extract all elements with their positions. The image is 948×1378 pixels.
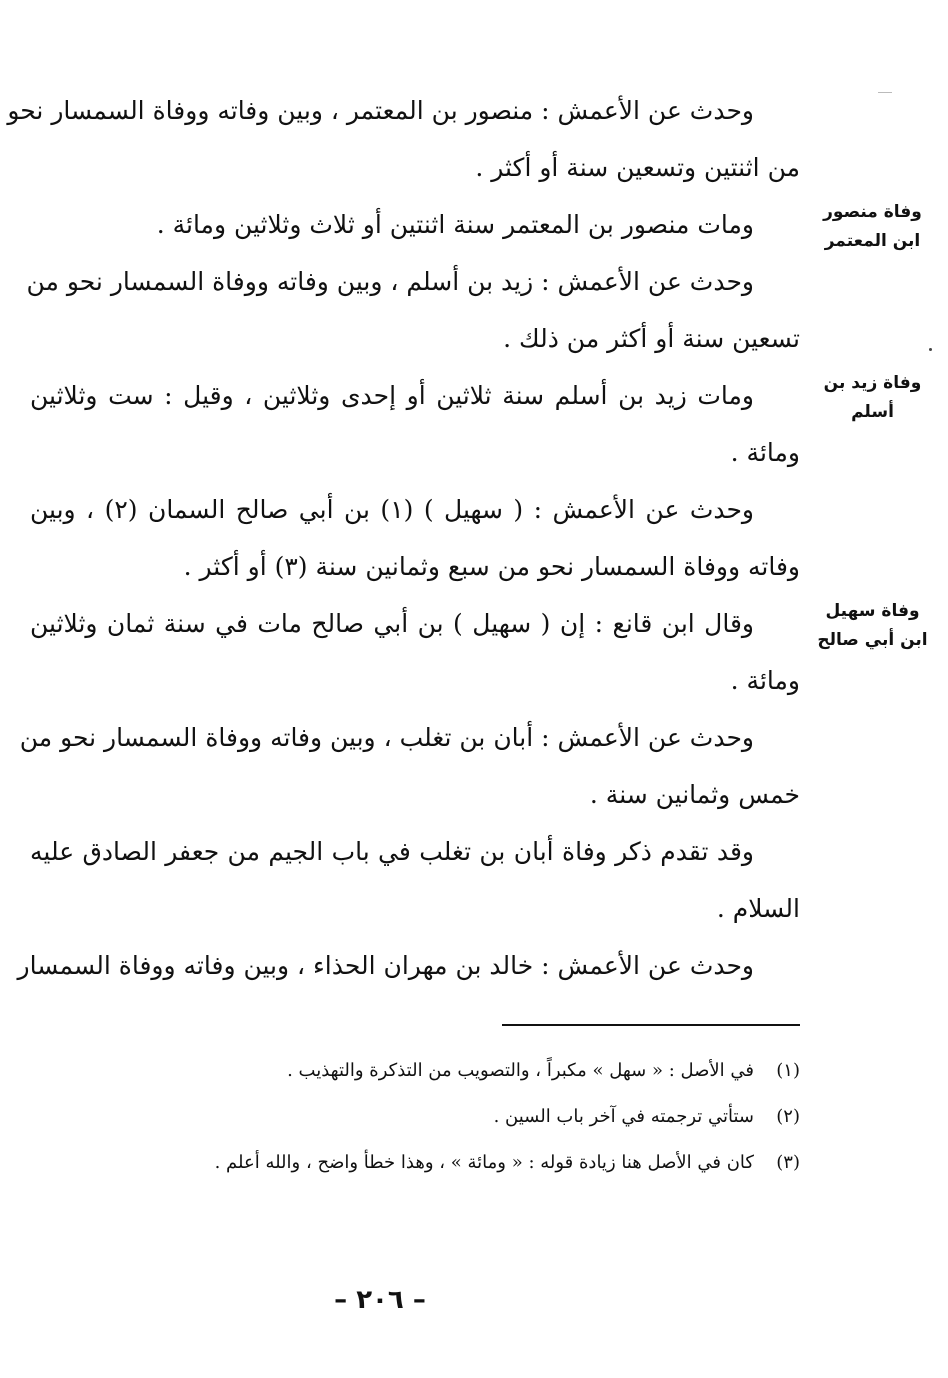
margin-note-line: ابن أبي صالح — [817, 630, 928, 650]
text-line: من اثنتين وتسعين سنة أو أكثر . — [475, 153, 800, 182]
text-line: تسعين سنة أو أكثر من ذلك . — [503, 324, 800, 353]
top-margin-mark — [878, 92, 892, 93]
footnote — [120, 1048, 800, 1094]
footnote-text: في الأصل : « سهل » مكبراً ، والتصويب من التذكرة والتهذيب . — [287, 1060, 754, 1081]
text-line: ومائة . — [730, 438, 800, 467]
text-line: وفاته ووفاة السمسار نحو من سبع وثمانين سنة (٣) أو أكثر . — [183, 552, 800, 581]
footnote-text: ستأتي ترجمته في آخر باب السين . — [493, 1106, 754, 1127]
text-line: ومات زيد بن أسلم سنة ثلاثين أو إحدى وثلاثين ، وقيل : ست وثلاثين — [30, 381, 754, 410]
margin-note-line: أسلم — [851, 402, 894, 422]
margin-note-line: وفاة سهيل — [825, 601, 920, 621]
footnote-number: (٣) — [776, 1152, 800, 1173]
text-line: ومائة . — [730, 666, 800, 695]
text-line: ومات منصور بن المعتمر سنة اثنتين أو ثلاث وثلاثين ومائة . — [156, 210, 754, 239]
text-line: وحدث عن الأعمش : ( سهيل ) (١) بن أبي صالح السمان (٢) ، وبين — [30, 495, 755, 524]
margin-speck — [929, 348, 932, 351]
text-line: وحدث عن الأعمش : خالد بن مهران الحذاء ، وبين وفاته ووفاة السمسار — [17, 951, 754, 980]
text-line: السلام . — [716, 894, 800, 923]
footnote-number: (١) — [776, 1060, 800, 1081]
margin-note — [815, 369, 930, 427]
page-number: – ٢٠٦ – — [334, 1285, 426, 1315]
margin-note — [815, 597, 930, 655]
text-line: وقال ابن قانع : إن ( سهيل ) بن أبي صالح مات في سنة ثمان وثلاثين — [30, 609, 754, 638]
text-line: خمس وثمانين سنة . — [589, 780, 800, 809]
margin-note-line: ابن المعتمر — [824, 231, 921, 251]
main-text-block — [7, 82, 800, 994]
margin-note-line: وفاة زيد بن — [823, 373, 922, 393]
margin-note — [815, 198, 930, 256]
footnote-separator — [502, 1024, 800, 1026]
text-line: وحدث عن الأعمش : أبان بن تغلب ، وبين وفاته ووفاة السمسار نحو من — [19, 723, 754, 752]
text-line: وحدث عن الأعمش : منصور بن المعتمر ، وبين وفاته ووفاة السمسار نحو — [7, 96, 754, 125]
footnote-text: كان في الأصل هنا زيادة قوله : « ومائة » ، وهذا خطأ واضح ، والله أعلم . — [214, 1152, 754, 1173]
footnote-number: (٢) — [776, 1106, 800, 1127]
footnote — [120, 1140, 800, 1186]
margin-note-line: وفاة منصور — [823, 202, 922, 222]
footnotes-block — [120, 1048, 800, 1186]
footnote — [120, 1094, 800, 1140]
text-line: وقد تقدم ذكر وفاة أبان بن تغلب في باب الجيم من جعفر الصادق عليه — [30, 837, 754, 866]
text-line: وحدث عن الأعمش : زيد بن أسلم ، وبين وفاته ووفاة السمسار نحو من — [26, 267, 754, 296]
